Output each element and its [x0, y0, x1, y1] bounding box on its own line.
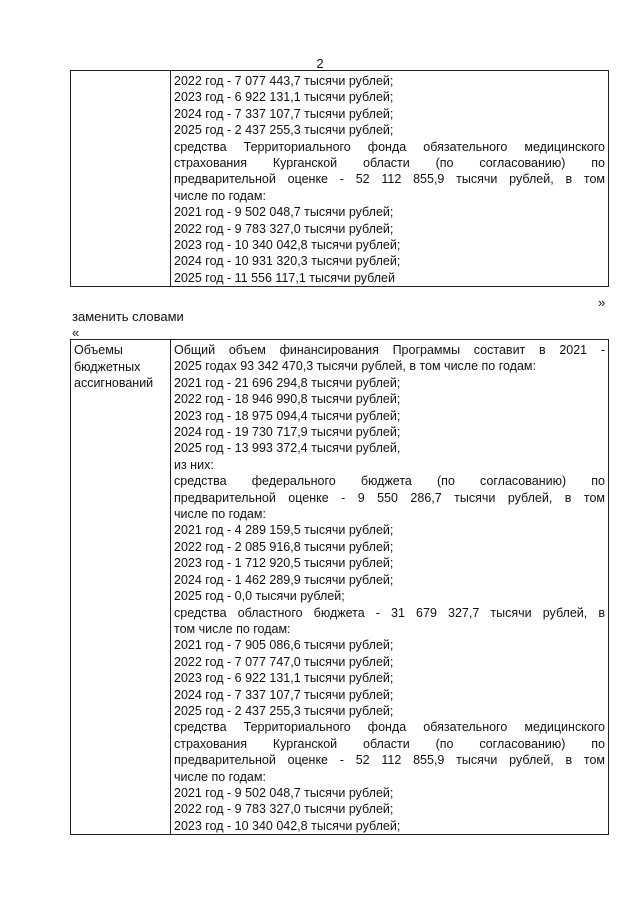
text-line: 2021 год - 21 696 294,8 тысячи рублей; [174, 375, 401, 390]
text-line: 2025 год - 0,0 тысячи рублей; [174, 589, 345, 604]
text-line: 2024 год - 1 462 289,9 тысячи рублей; [174, 572, 394, 587]
text-line: 2023 год - 18 975 094,4 тысячи рублей; [174, 408, 401, 423]
text-line: предварительной оценке - 9 550 286,7 тысячи рублей, в том [174, 490, 605, 505]
opening-quote: « [72, 325, 80, 340]
text-line: 2023 год - 1 712 920,5 тысячи рублей; [174, 556, 394, 571]
new-label-cell [71, 340, 171, 835]
old-label-cell [71, 71, 171, 287]
text-line: средства областного бюджета - 31 679 327,7 тысячи рублей, в [174, 605, 605, 620]
text-line: 2021 год - 9 502 048,7 тысячи рублей; [174, 785, 394, 800]
text-line: том числе по годам: [174, 621, 291, 636]
text-line: 2022 год - 2 085 916,8 тысячи рублей; [174, 539, 394, 554]
label-line: ассигнований [74, 376, 154, 390]
label-line: Объемы [74, 343, 123, 357]
text-line: 2021 год - 7 905 086,6 тысячи рублей; [174, 638, 394, 653]
text-line: 2024 год - 19 730 717,9 тысячи рублей; [174, 425, 401, 440]
text-line: 2023 год - 6 922 131,1 тысячи рублей; [174, 90, 394, 105]
text-line: средства федерального бюджета (по согласованию) по [174, 474, 605, 489]
page-number: 2 [316, 56, 324, 71]
text-line: 2023 год - 6 922 131,1 тысячи рублей; [174, 671, 394, 686]
text-line: 2024 год - 7 337 107,7 тысячи рублей; [174, 106, 394, 121]
new-budget-table [70, 339, 609, 835]
text-line: страхования Курганской области (по согласованию) по [174, 736, 605, 751]
text-line: 2023 год - 10 340 042,8 тысячи рублей; [174, 818, 401, 833]
text-line: 2021 год - 4 289 159,5 тысячи рублей; [174, 523, 394, 538]
text-line: 2025 годах 93 342 470,3 тысячи рублей, в том числе по годам: [174, 359, 536, 374]
text-line: 2024 год - 10 931 320,3 тысячи рублей; [174, 254, 401, 269]
text-line: из них: [174, 457, 214, 472]
text-line: 2024 год - 7 337 107,7 тысячи рублей; [174, 687, 394, 702]
text-line: предварительной оценке - 52 112 855,9 тысячи рублей, в том [174, 753, 605, 768]
text-line: Общий объем финансирования Программы составит в 2021 - [174, 343, 605, 357]
text-line: 2022 год - 7 077 443,7 тысячи рублей; [174, 74, 394, 88]
text-line: 2023 год - 10 340 042,8 тысячи рублей; [174, 238, 401, 253]
text-line: средства Территориального фонда обязательного медицинского [174, 720, 605, 735]
text-line: средства Территориального фонда обязательного медицинского [174, 139, 605, 154]
text-line: 2022 год - 9 783 327,0 тысячи рублей; [174, 802, 394, 817]
closing-quote: » [598, 295, 606, 310]
table-row [71, 71, 609, 287]
text-line: 2025 год - 2 437 255,3 тысячи рублей; [174, 703, 394, 718]
replace-instruction: заменить словами [72, 309, 184, 324]
old-budget-table [70, 70, 609, 287]
text-line: 2025 год - 11 556 117,1 тысячи рублей [174, 270, 395, 285]
new-content-cell [171, 340, 609, 835]
text-line: страхования Курганской области (по согласованию) по [174, 156, 605, 171]
text-line: числе по годам: [174, 769, 266, 784]
label-line: бюджетных [74, 359, 141, 374]
text-line: 2022 год - 9 783 327,0 тысячи рублей; [174, 221, 394, 236]
old-content-cell [171, 71, 609, 287]
text-line: числе по годам: [174, 507, 266, 522]
text-line: 2022 год - 18 946 990,8 тысячи рублей; [174, 392, 401, 407]
text-line: числе по годам: [174, 188, 266, 203]
table-row [71, 340, 609, 835]
text-line: 2021 год - 9 502 048,7 тысячи рублей; [174, 205, 394, 220]
text-line: 2022 год - 7 077 747,0 тысячи рублей; [174, 654, 394, 669]
text-line: 2025 год - 2 437 255,3 тысячи рублей; [174, 123, 394, 138]
text-line: 2025 год - 13 993 372,4 тысячи рублей, [174, 441, 401, 456]
text-line: предварительной оценке - 52 112 855,9 тысячи рублей, в том [174, 172, 605, 187]
